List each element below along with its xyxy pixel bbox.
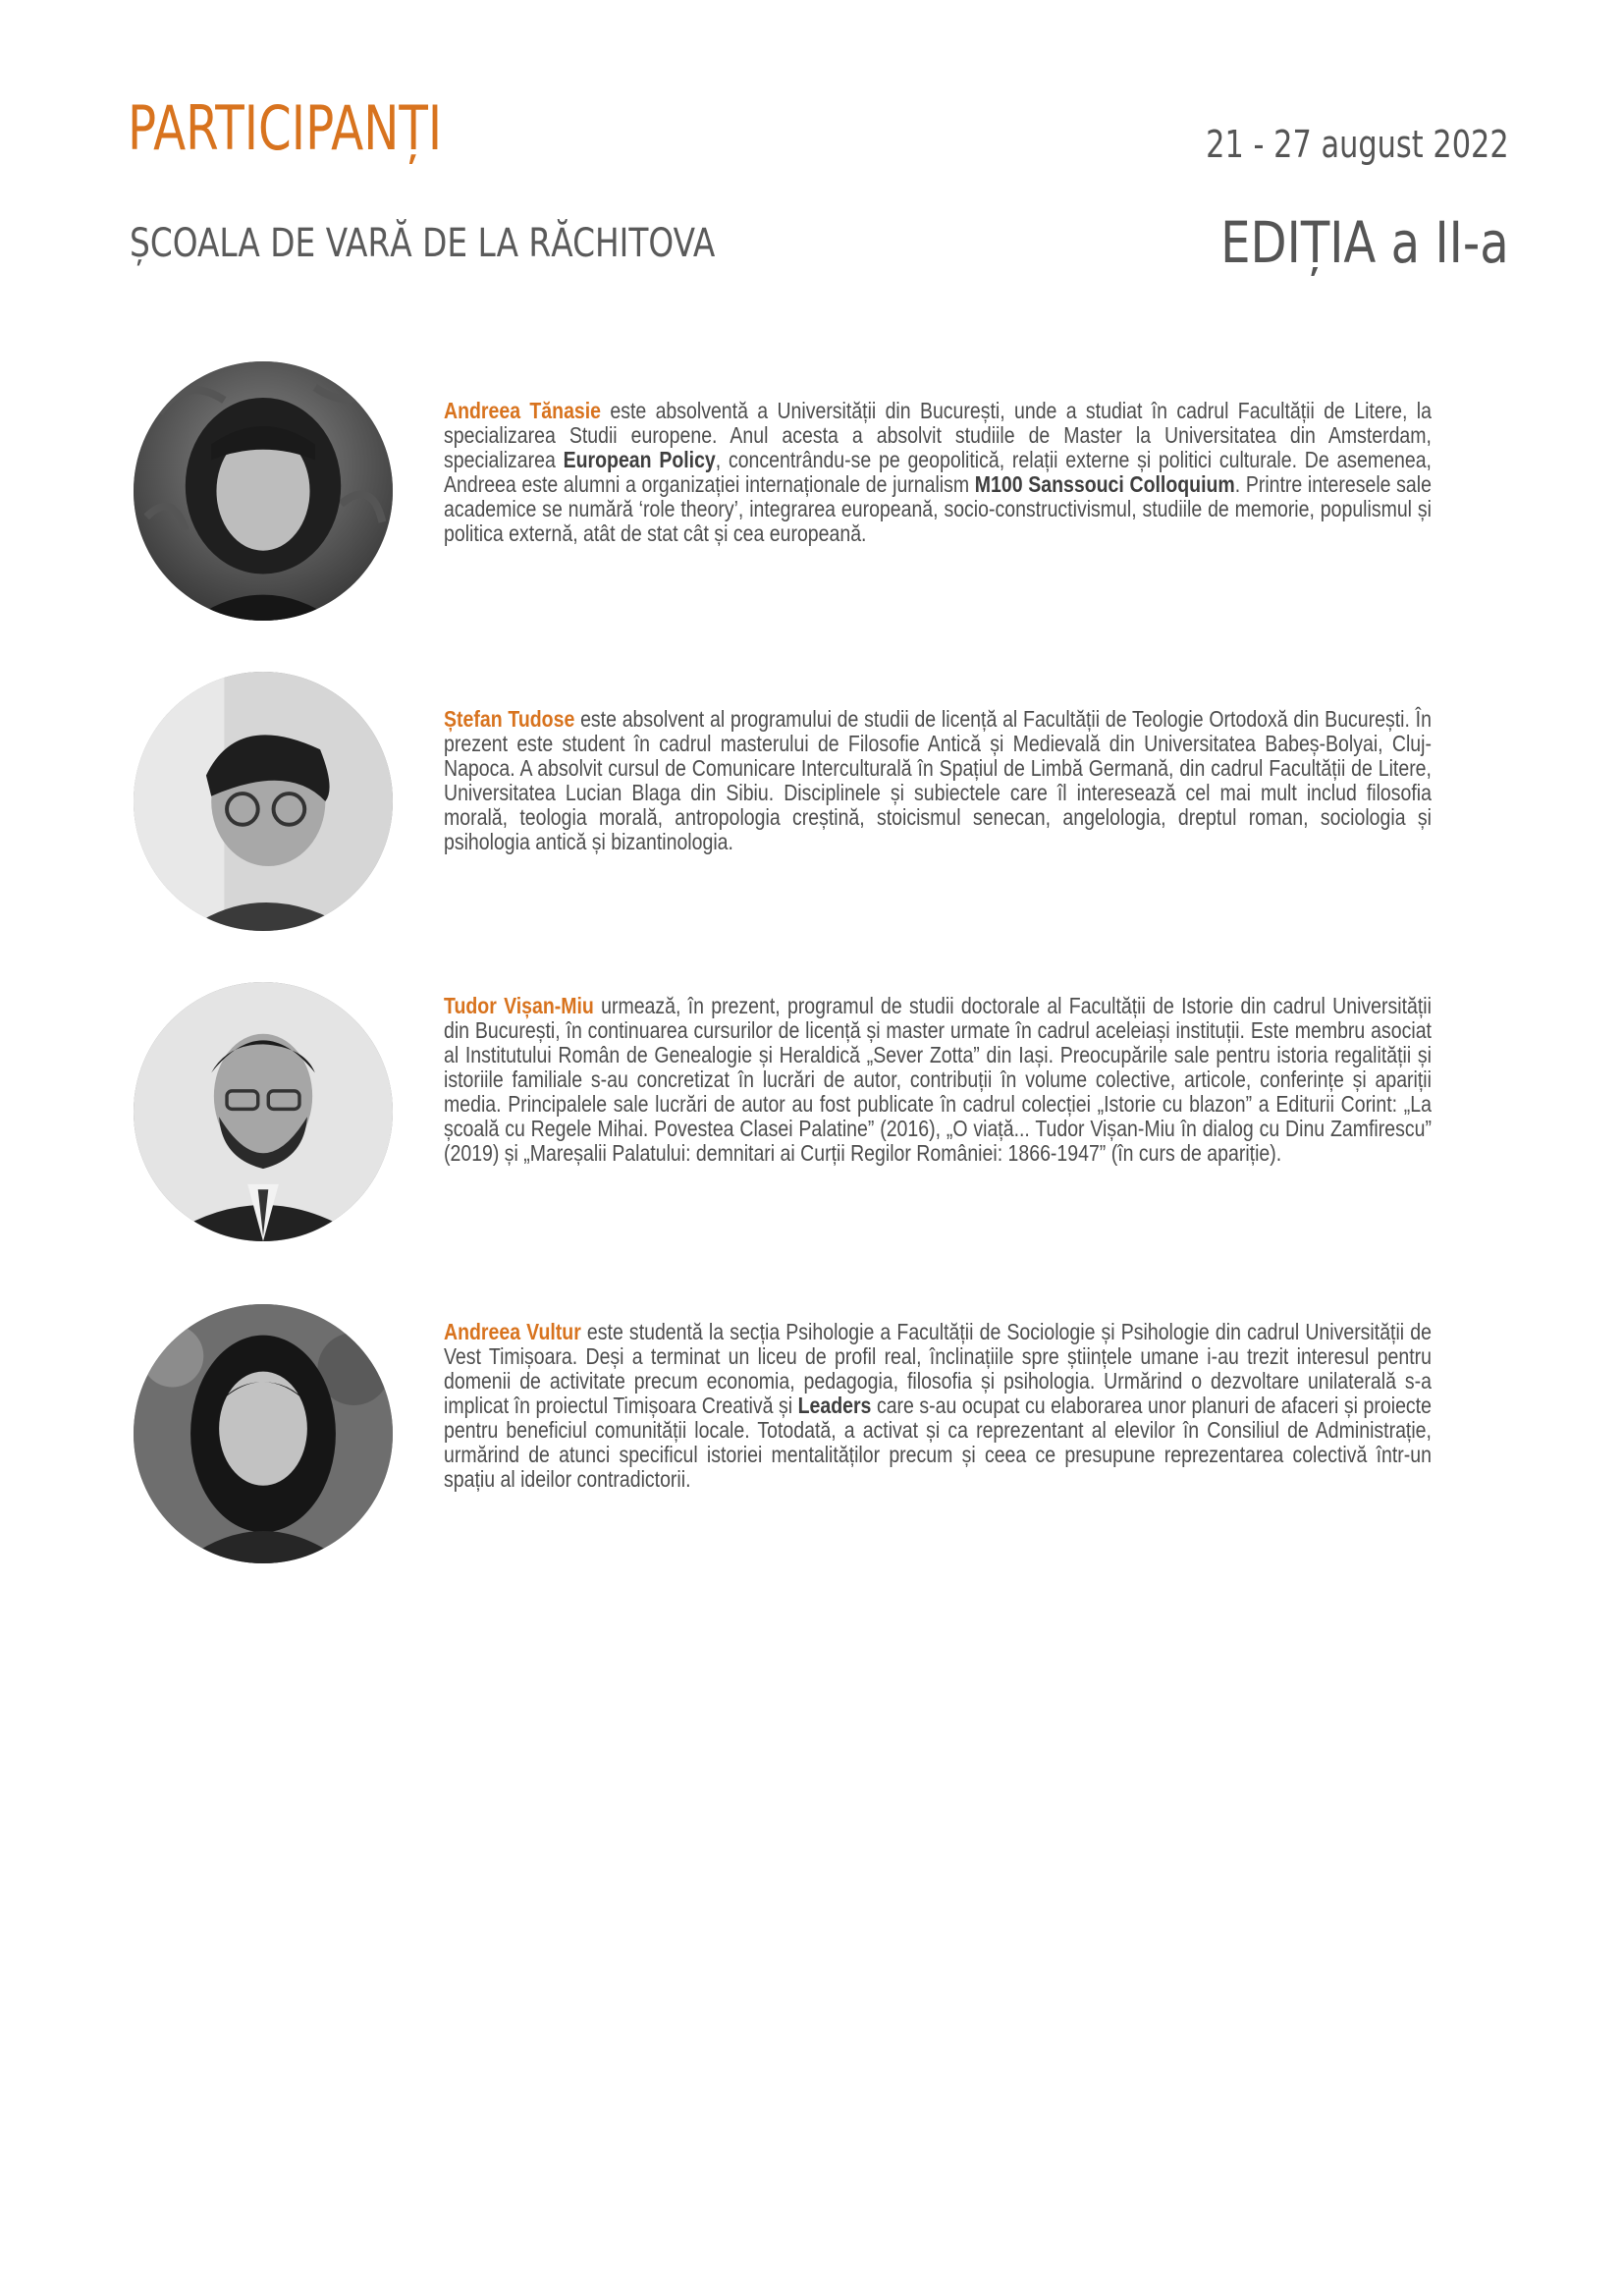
participant-bio: Ștefan Tudose este absolvent al programului de studii de licență al Facultății de Teologie Ortodoxă din București. În prezent este student în cadrul masterului de Filosofie Antică și Medievală din Universitatea Babeș-Bolyai, Cluj-Napoca. A absolvit cursul de Comunicare Interculturală în Spațiul de Limbă Germană, din cadrul Facultății de Litere, Universitatea Lucian Blaga din Sibiu. Disciplinele și subiectele care îl interesează cel mai mult includ filosofia morală, teologia morală, antropologia creștină, stoicismul senecan, angelologia, dreptul roman, sociologia și psihologia antică și bizantinologia. [444, 706, 1432, 854]
participant-bio: Andreea Tănasie este absolventă a Universității din București, unde a studiat în cadrul Facultății de Litere, la specializarea Studii europene. Anul acesta a absolvit studiile de Master la Universitatea din Amsterdam, specializarea European Policy, concentrându-se pe geopolitică, relații externe și politici culturale. De asemenea, Andreea este alumni a organizației internaționale de jurnalism M100 Sanssouci Colloquium. Printre interesele sale academice se numără ‘role theory’, integrarea europeană, socio-constructivismul, studiile de memorie, populismul și politica externă, atât de stat cât și cea europeană. [444, 398, 1432, 546]
portrait-image [134, 1304, 393, 1563]
participant-photo [134, 1304, 393, 1563]
participant-bio: Andreea Vultur este studentă la secția Psihologie a Facultății de Sociologie și Psihologie din cadrul Universității de Vest Timișoara. Deși a terminat un liceu de profil real, înclinațiile spre științele umane i-au trezit interesul pentru domenii de activitate precum economia, pedagogia, filosofia și psihologia. Urmărind o dezvoltare unilaterală s-a implicat în proiectul Timișoara Creativă și Leaders care s-au ocupat cu elaborarea unor planuri de afaceri și proiecte pentru beneficiul comunității locale. Totodată, a activat și ca reprezentant al elevilor în Consiliul de Administrație, urmărind de atunci specificul istoriei mentalităților precum și ceea ce presupune reprezentarea colectivă într-un spațiu al ideilor contradictorii. [444, 1319, 1432, 1492]
page-title: PARTICIPANȚI [128, 92, 443, 164]
participant-name: Andreea Vultur [444, 1319, 581, 1344]
page-subtitle: ȘCOALA DE VARĂ DE LA RĂCHITOVA [130, 221, 716, 266]
event-dates: 21 - 27 august 2022 [1206, 123, 1509, 166]
participant-name: Ștefan Tudose [444, 706, 575, 732]
participant-name: Tudor Vișan-Miu [444, 993, 594, 1018]
participant-name: Andreea Tănasie [444, 398, 602, 423]
portrait-image [134, 361, 393, 621]
participant-photo [134, 672, 393, 931]
participant-bio: Tudor Vișan-Miu urmează, în prezent, programul de studii doctorale al Facultății de Istorie din cadrul Universității din București, în continuarea cursurilor de licență și master urmate în cadrul aceleiași instituții. Este membru asociat al Institutului Român de Genealogie și Heraldică „Sever Zotta” din Iași. Preocupările sale pentru istoria regalității și istoriile familiale s-au concretizat în lucrări de autor, contribuții în volume colective, articole, conferințe și apariții media. Principalele sale lucrări de autor au fost publicate în cadrul colecției „Istorie cu blazon” a Editurii Corint: „La școală cu Regele Mihai. Povestea Clasei Palatine” (2016), „O viață... Tudor Vișan-Miu în dialog cu Dinu Zamfirescu” (2019) și „Mareșalii Palatului: demnitari ai Curții Regilor României: 1866-1947” (în curs de apariție). [444, 993, 1432, 1166]
portrait-image [134, 672, 393, 931]
participant-photo [134, 982, 393, 1241]
edition-label: EDIȚIA a II-a [1220, 209, 1509, 276]
portrait-image [134, 982, 393, 1241]
participant-photo [134, 361, 393, 621]
